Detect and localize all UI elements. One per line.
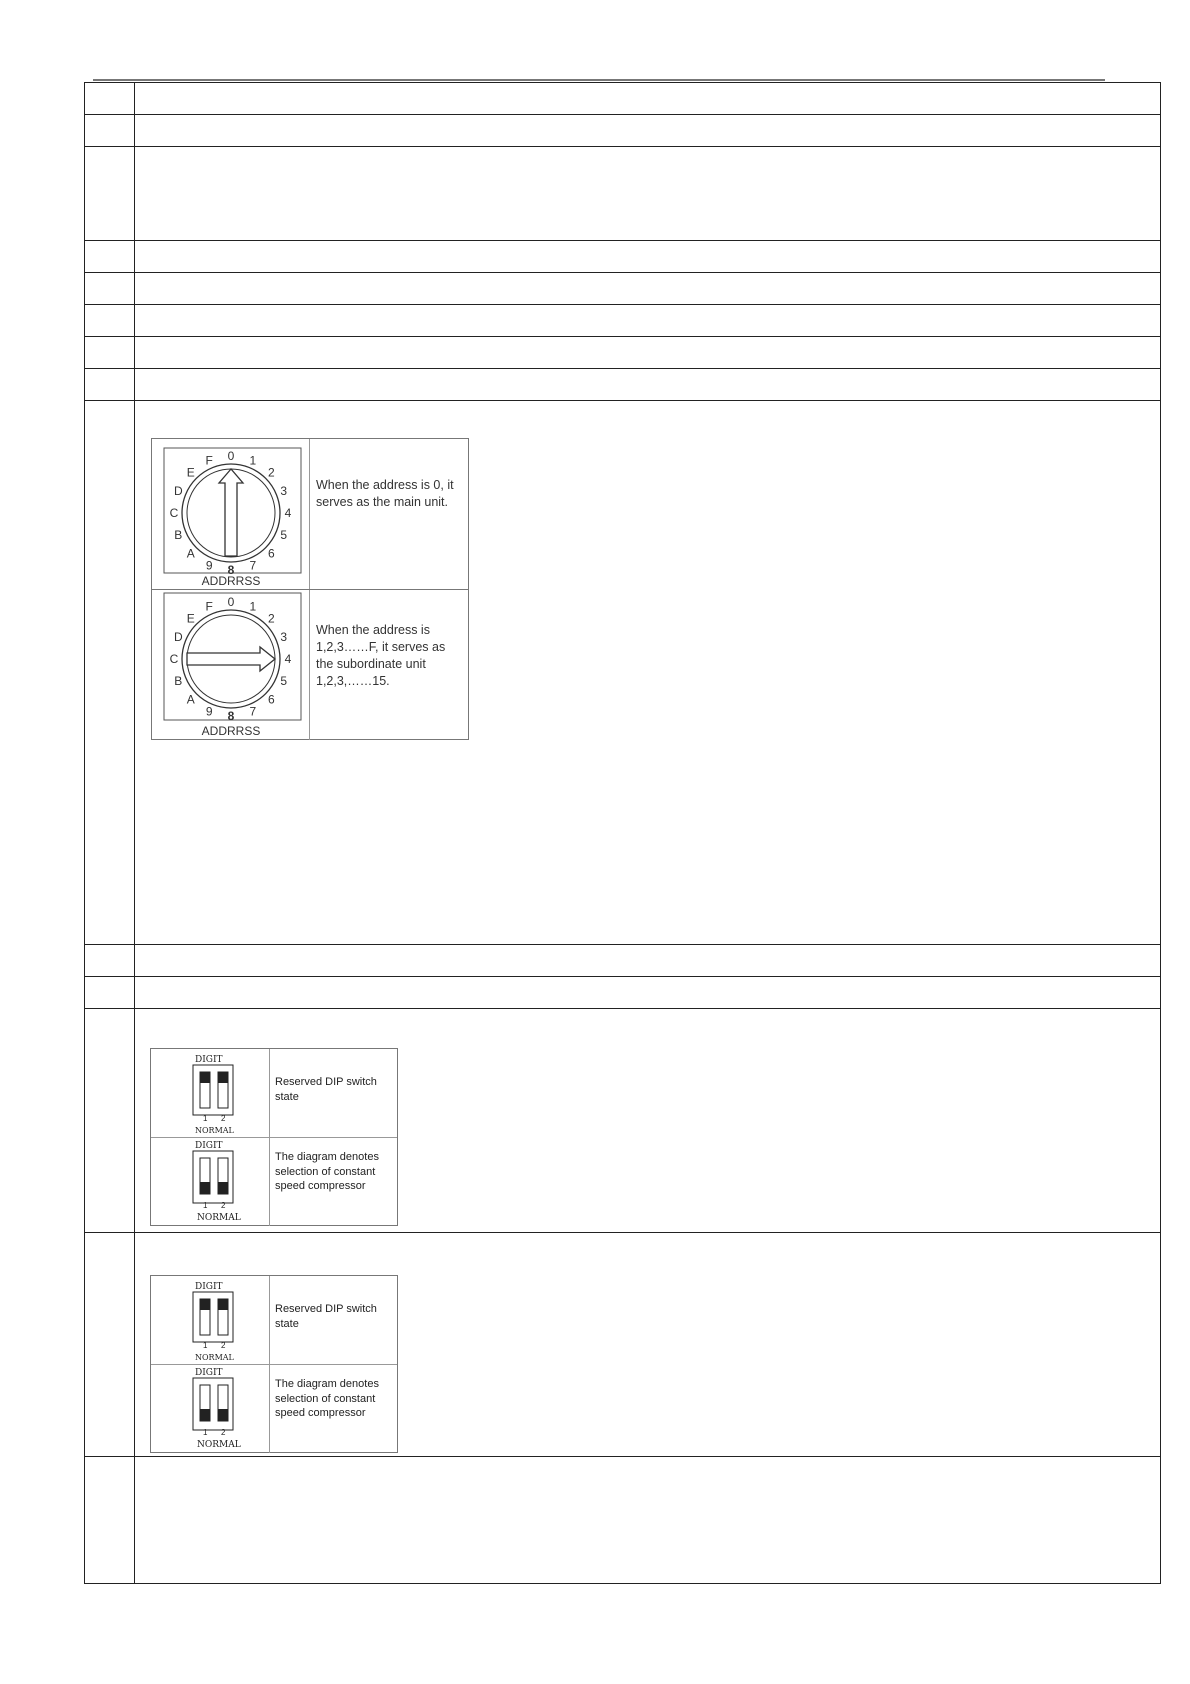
dial-position-label: 2: [267, 611, 275, 626]
table-row-divider: [84, 1232, 1161, 1233]
dial-position-label: 4: [284, 506, 292, 520]
header-rule: [93, 79, 1105, 81]
dial-position-label: 3: [280, 630, 288, 645]
dial-position-label: 5: [280, 527, 288, 542]
rotary-subordinate-unit-text: When the address is 1,2,3……F, it serves as the subordinate unit 1,2,3,……15.: [316, 623, 446, 688]
table-row-divider: [84, 272, 1161, 273]
dial-position-label: 7: [249, 558, 257, 573]
dial-position-label: B: [174, 673, 183, 688]
dial-position-label: D: [173, 630, 183, 645]
dial-position-label: C: [169, 652, 179, 666]
table-row-divider: [84, 114, 1161, 115]
dial-position-label: 0: [227, 449, 235, 463]
dip-bottom-label: NORMAL: [195, 1126, 234, 1135]
dip-constant-speed-row: [151, 1364, 397, 1453]
dip-constant-speed-text: The diagram denotes selection of constant speed compressor: [275, 1378, 379, 1419]
dip-reserved-text: Reserved DIP switch state: [275, 1076, 377, 1103]
dial-position-label: C: [169, 506, 179, 520]
dip-switch-num: 1: [203, 1114, 208, 1123]
dial-position-label: 9: [205, 558, 213, 573]
dip-switch-reserved-icon: [151, 1276, 269, 1365]
dial-position-label: 8: [227, 709, 235, 723]
table-row-divider: [84, 1008, 1161, 1009]
dip-bottom-label: NORMAL: [197, 1213, 241, 1223]
dip-top-label: DIGIT: [195, 1282, 223, 1292]
dial-position-label: F: [205, 599, 213, 614]
table-row-divider: [84, 976, 1161, 977]
dip-switch-num: 2: [221, 1114, 226, 1123]
dip-reserved-row: [151, 1276, 397, 1364]
dip-constant-speed-row: [151, 1137, 397, 1226]
dial-position-label: F: [205, 453, 213, 468]
dip-switch-reserved-icon: [151, 1049, 269, 1138]
dip-switch-num: 2: [221, 1428, 226, 1437]
dip-switch-reserved: [151, 1049, 270, 1137]
rotary-main-unit-text: When the address is 0, it serves as the main unit.: [316, 478, 454, 509]
table-row-divider: [84, 400, 1161, 401]
table-row-divider: [84, 336, 1161, 337]
dip-top-label: DIGIT: [195, 1141, 223, 1151]
dial-position-label: 6: [267, 546, 275, 561]
rotary-dial-up-icon: [152, 439, 309, 589]
rotary-caption: ADDRRSS: [201, 574, 261, 588]
dial-position-label: B: [174, 527, 183, 542]
dip-constant-speed-text: The diagram denotes selection of constant speed compressor: [275, 1151, 379, 1192]
dial-position-label: 4: [284, 652, 292, 666]
dip-switch-num: 1: [203, 1341, 208, 1350]
dip-bottom-label: NORMAL: [197, 1440, 241, 1450]
dip-switch-figure-2: [150, 1275, 398, 1453]
dial-position-label: 8: [227, 563, 235, 577]
table-row-divider: [84, 304, 1161, 305]
dial-position-label: 0: [227, 595, 235, 609]
dip-reserved-row: [151, 1049, 397, 1137]
table-row-divider: [84, 240, 1161, 241]
rotary-switch-figure: [151, 438, 469, 740]
dip-switch-num: 2: [221, 1201, 226, 1210]
rotary-dial-right-icon: [152, 590, 309, 740]
dip-switch-reserved: [151, 1276, 270, 1364]
table-row-divider: [84, 944, 1161, 945]
dip-top-label: DIGIT: [195, 1055, 223, 1065]
dial-position-label: E: [186, 465, 195, 480]
rotary-main-unit-row: [152, 439, 468, 589]
rotary-caption: ADDRRSS: [201, 724, 261, 738]
dip-switch-constant: [151, 1365, 270, 1453]
rotary-dial-main: [152, 439, 310, 589]
dip-switch-num: 1: [203, 1428, 208, 1437]
dial-position-label: 5: [280, 673, 288, 688]
dial-position-label: E: [186, 611, 195, 626]
rotary-subordinate-unit-row: [152, 589, 468, 740]
dial-position-label: 2: [267, 465, 275, 480]
dip-switch-num: 2: [221, 1341, 226, 1350]
rotary-dial-sub: [152, 590, 310, 740]
dip-switch-constant-icon: [151, 1138, 269, 1227]
dial-position-label: 7: [249, 704, 257, 719]
table-column-divider: [134, 82, 135, 1584]
dial-position-label: D: [173, 484, 183, 499]
dial-position-label: 6: [267, 692, 275, 707]
table-row-divider: [84, 368, 1161, 369]
dial-position-label: A: [186, 546, 195, 561]
dip-switch-constant: [151, 1138, 270, 1226]
table-row-divider: [84, 1456, 1161, 1457]
dip-bottom-label: NORMAL: [195, 1353, 234, 1362]
dial-position-label: 1: [249, 599, 257, 614]
dial-position-label: 9: [205, 704, 213, 719]
dip-switch-num: 1: [203, 1201, 208, 1210]
table-row-divider: [84, 146, 1161, 147]
dip-top-label: DIGIT: [195, 1368, 223, 1378]
dip-switch-constant-icon: [151, 1365, 269, 1454]
dip-reserved-text: Reserved DIP switch state: [275, 1303, 377, 1330]
dip-switch-figure-1: [150, 1048, 398, 1226]
dial-position-label: 1: [249, 453, 257, 468]
dial-position-label: 3: [280, 484, 288, 499]
dial-position-label: A: [186, 692, 195, 707]
